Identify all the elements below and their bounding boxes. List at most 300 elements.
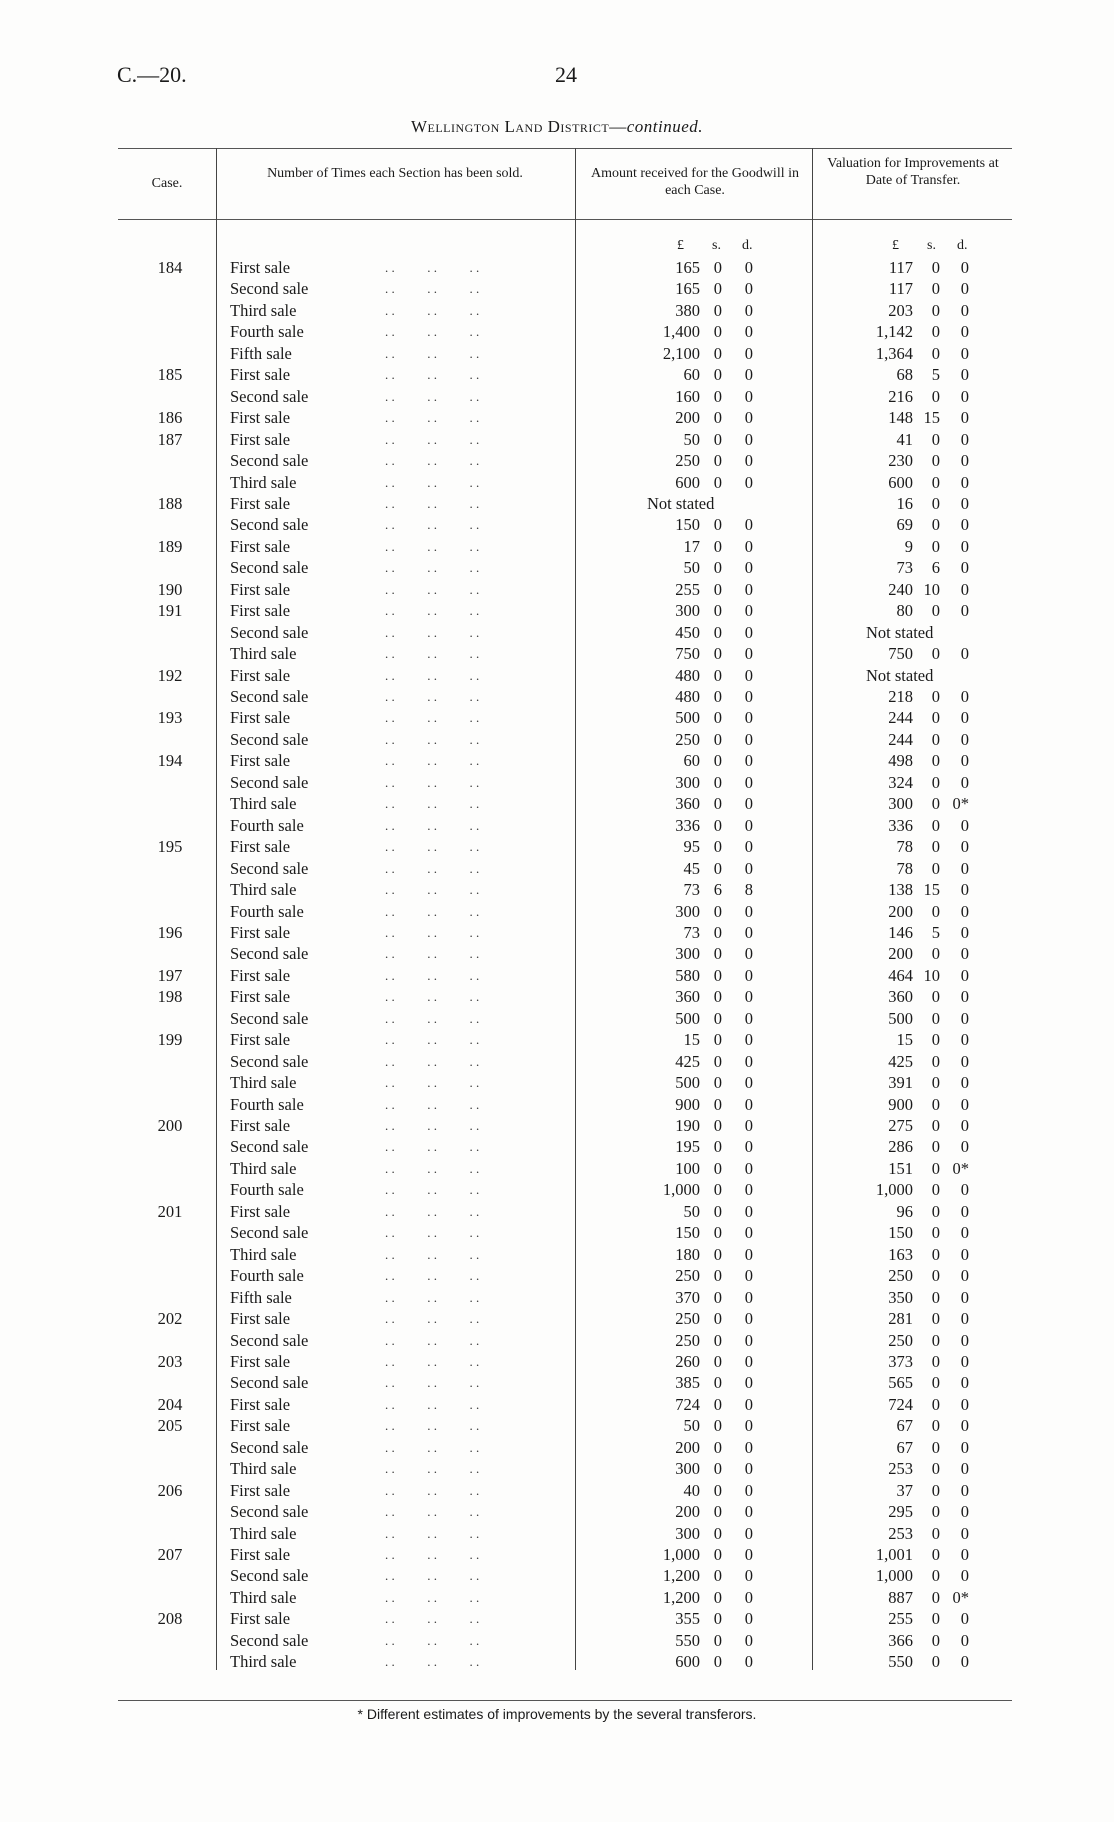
amount-pence: 0 bbox=[744, 1201, 753, 1221]
leader-dots: . . . . . . bbox=[385, 817, 480, 833]
amount-shillings: 0 bbox=[713, 858, 722, 878]
amount-shillings: 0 bbox=[713, 343, 722, 363]
valuation-pounds: 78 bbox=[896, 858, 913, 878]
valuation-shillings: 0 bbox=[931, 386, 940, 406]
table-row bbox=[0, 1308, 1114, 1329]
leader-dots: . . . . . . bbox=[385, 1160, 480, 1176]
amount-pence: 0 bbox=[744, 729, 753, 749]
valuation-pounds: 148 bbox=[888, 408, 913, 428]
leader-dots: . . . . . . bbox=[385, 538, 480, 554]
table-row bbox=[0, 643, 1114, 664]
valuation-shillings: 5 bbox=[931, 365, 940, 385]
sale-label: Third sale bbox=[230, 472, 297, 492]
amount-pounds: 2,100 bbox=[662, 343, 700, 363]
amount-pence: 0 bbox=[744, 1437, 753, 1457]
amount-pounds: 1,200 bbox=[662, 1587, 700, 1607]
table-row bbox=[0, 1351, 1114, 1372]
amount-pounds: 1,400 bbox=[662, 322, 700, 342]
amount-pounds: 250 bbox=[675, 1266, 700, 1286]
amount-pounds: 600 bbox=[675, 1652, 700, 1672]
valuation-shillings: 0 bbox=[931, 1008, 940, 1028]
amount-pence: 0 bbox=[744, 1523, 753, 1543]
valuation-pounds: 69 bbox=[896, 515, 913, 535]
table-row bbox=[0, 1136, 1114, 1157]
valuation-pounds: 391 bbox=[888, 1073, 913, 1093]
amount-pounds: 60 bbox=[683, 365, 700, 385]
valuation-shillings: 0 bbox=[931, 1587, 940, 1607]
valuation-shillings: 0 bbox=[931, 343, 940, 363]
valuation-pence: 0 bbox=[960, 1566, 969, 1586]
valuation-pounds: 1,001 bbox=[875, 1545, 913, 1564]
amount-shillings-unit: s. bbox=[712, 238, 721, 253]
sale-label: Third sale bbox=[230, 1587, 297, 1607]
amount-pounds: 360 bbox=[675, 794, 700, 814]
amount-pence: 0 bbox=[744, 1480, 753, 1500]
valuation-shillings: 0 bbox=[931, 751, 940, 771]
leader-dots: . . . . . . bbox=[385, 603, 480, 619]
amount-shillings: 0 bbox=[713, 665, 722, 685]
sale-label: Third sale bbox=[230, 644, 297, 664]
valuation-pence: 0 bbox=[960, 279, 969, 299]
sale-label: Fourth sale bbox=[230, 1266, 304, 1286]
amount-shillings: 0 bbox=[713, 1244, 722, 1264]
valuation-pounds: 500 bbox=[888, 1008, 913, 1028]
valuation-pence: 0 bbox=[960, 343, 969, 363]
amount-pounds: 1,200 bbox=[662, 1566, 700, 1586]
amount-shillings: 0 bbox=[713, 1137, 722, 1157]
valuation-pence: 0 bbox=[960, 1459, 969, 1479]
sale-label: First sale bbox=[230, 1030, 291, 1050]
valuation-shillings: 0 bbox=[931, 1309, 940, 1329]
leader-dots: . . . . . . bbox=[385, 646, 480, 662]
table-row bbox=[0, 407, 1114, 428]
amount-pence: 0 bbox=[744, 772, 753, 792]
amount-pence: 0 bbox=[744, 279, 753, 299]
valuation-shillings: 0 bbox=[931, 1073, 940, 1093]
amount-pounds: 600 bbox=[675, 472, 700, 492]
valuation-pence: 0 bbox=[960, 1545, 969, 1564]
valuation-pence: 0 bbox=[960, 1008, 969, 1028]
valuation-pence: 0 bbox=[960, 1030, 969, 1050]
amount-shillings: 0 bbox=[713, 1051, 722, 1071]
page-number: 24 bbox=[555, 62, 577, 87]
table-row bbox=[0, 943, 1114, 964]
leader-dots: . . . . . . bbox=[385, 1396, 480, 1412]
case-number: 195 bbox=[157, 837, 183, 857]
valuation-shillings: 0 bbox=[931, 1351, 940, 1371]
valuation-shillings: 0 bbox=[931, 1523, 940, 1543]
amount-pence: 0 bbox=[744, 1030, 753, 1050]
sale-label: First sale bbox=[230, 1201, 291, 1221]
table-row bbox=[0, 750, 1114, 771]
valuation-shillings: 0 bbox=[931, 1437, 940, 1457]
case-number: 207 bbox=[157, 1545, 183, 1564]
amount-shillings: 0 bbox=[713, 687, 722, 706]
sale-label: Third sale bbox=[230, 300, 297, 320]
amount-shillings: 0 bbox=[713, 279, 722, 299]
sale-label: First sale bbox=[230, 1351, 291, 1371]
valuation-pounds: 887 bbox=[888, 1587, 913, 1607]
valuation-pounds: 373 bbox=[888, 1351, 913, 1371]
valuation-pounds: 67 bbox=[896, 1437, 913, 1457]
amount-pounds: 60 bbox=[683, 751, 700, 771]
valuation-shillings: 15 bbox=[923, 880, 940, 900]
valuation-shillings: 0 bbox=[931, 258, 940, 277]
amount-pounds: 450 bbox=[675, 622, 700, 642]
amount-pence: 0 bbox=[744, 1116, 753, 1135]
amount-pounds: 900 bbox=[675, 1094, 700, 1114]
leader-dots: . . . . . . bbox=[385, 517, 480, 533]
valuation-shillings: 0 bbox=[931, 279, 940, 299]
valuation-pence: 0 bbox=[960, 429, 969, 449]
amount-pounds: 480 bbox=[675, 687, 700, 706]
table-row bbox=[0, 772, 1114, 793]
amount-shillings: 0 bbox=[713, 601, 722, 621]
sale-label: Second sale bbox=[230, 622, 309, 642]
sale-label: First sale bbox=[230, 751, 291, 771]
amount-shillings: 0 bbox=[713, 1523, 722, 1543]
leader-dots: . . . . . . bbox=[385, 1568, 480, 1584]
valuation-shillings: 15 bbox=[923, 408, 940, 428]
leader-dots: . . . . . . bbox=[385, 839, 480, 855]
valuation-pounds: 750 bbox=[888, 644, 913, 664]
valuation-pounds: 244 bbox=[888, 708, 913, 728]
valuation-pence: 0* bbox=[952, 1587, 969, 1607]
valuation-shillings: 0 bbox=[931, 837, 940, 857]
leader-dots: . . . . . . bbox=[385, 1096, 480, 1112]
table-row bbox=[0, 1222, 1114, 1243]
sale-label: First sale bbox=[230, 987, 291, 1007]
valuation-shillings: 0 bbox=[931, 1201, 940, 1221]
table-row bbox=[0, 386, 1114, 407]
amount-shillings: 0 bbox=[713, 1094, 722, 1114]
sale-label: First sale bbox=[230, 601, 291, 621]
amount-pence: 0 bbox=[744, 837, 753, 857]
sale-label: First sale bbox=[230, 1416, 291, 1436]
col-header-valuation: Valuation for Improvements at Date of Transfer. bbox=[827, 156, 999, 188]
amount-pence: 0 bbox=[744, 1587, 753, 1607]
leader-dots: . . . . . . bbox=[385, 1611, 480, 1627]
sale-label: Second sale bbox=[230, 1330, 309, 1350]
table-row bbox=[0, 472, 1114, 493]
leader-dots: . . . . . . bbox=[385, 1504, 480, 1520]
sale-label: Second sale bbox=[230, 1137, 309, 1157]
table-row bbox=[0, 1051, 1114, 1072]
table-row bbox=[0, 321, 1114, 342]
valuation-shillings: 0 bbox=[931, 729, 940, 749]
amount-pounds: 300 bbox=[675, 1459, 700, 1479]
amount-pence: 0 bbox=[744, 1223, 753, 1243]
amount-pounds: 1,000 bbox=[662, 1180, 700, 1200]
leader-dots: . . . . . . bbox=[385, 1461, 480, 1477]
leader-dots: . . . . . . bbox=[385, 1375, 480, 1391]
valuation-pence: 0 bbox=[960, 880, 969, 900]
valuation-pence: 0 bbox=[960, 258, 969, 277]
valuation-pence: 0 bbox=[960, 815, 969, 835]
table-row bbox=[0, 1330, 1114, 1351]
case-number: 197 bbox=[157, 965, 183, 985]
amount-pence: 0 bbox=[744, 751, 753, 771]
amount-shillings: 0 bbox=[713, 579, 722, 599]
table-row bbox=[0, 901, 1114, 922]
leader-dots: . . . . . . bbox=[385, 260, 480, 275]
amount-shillings: 0 bbox=[713, 1073, 722, 1093]
amount-shillings: 0 bbox=[713, 322, 722, 342]
leader-dots: . . . . . . bbox=[385, 1246, 480, 1262]
valuation-shillings: 0 bbox=[931, 322, 940, 342]
amount-pence: 0 bbox=[744, 579, 753, 599]
amount-shillings: 0 bbox=[713, 258, 722, 277]
valuation-pounds: 73 bbox=[896, 558, 913, 578]
amount-pence: 0 bbox=[744, 687, 753, 706]
valuation-pence: 0 bbox=[960, 472, 969, 492]
amount-pence: 0 bbox=[744, 258, 753, 277]
sale-label: First sale bbox=[230, 365, 291, 385]
case-number: 201 bbox=[157, 1201, 183, 1221]
valuation-pence: 0 bbox=[960, 858, 969, 878]
valuation-pence: 0 bbox=[960, 944, 969, 964]
amount-pence: 0 bbox=[744, 944, 753, 964]
valuation-shillings: 0 bbox=[931, 708, 940, 728]
sale-label: First sale bbox=[230, 429, 291, 449]
amount-pounds: 260 bbox=[675, 1351, 700, 1371]
valuation-shillings: 0 bbox=[931, 493, 940, 513]
valuation-pence: 0 bbox=[960, 365, 969, 385]
table-row bbox=[0, 450, 1114, 471]
amount-pounds: 250 bbox=[675, 1309, 700, 1329]
table-row bbox=[0, 1565, 1114, 1586]
valuation-shillings: 0 bbox=[931, 644, 940, 664]
valuation-pence: 0 bbox=[960, 729, 969, 749]
table-row bbox=[0, 1651, 1114, 1672]
leader-dots: . . . . . . bbox=[385, 860, 480, 876]
amount-pence: 0 bbox=[744, 1630, 753, 1650]
amount-pence: 0 bbox=[744, 1394, 753, 1414]
table-row bbox=[0, 300, 1114, 321]
amount-pounds: 250 bbox=[675, 729, 700, 749]
sale-label: First sale bbox=[230, 408, 291, 428]
amount-pounds: 255 bbox=[675, 579, 700, 599]
table-row bbox=[0, 1523, 1114, 1544]
sale-label: Second sale bbox=[230, 1437, 309, 1457]
amount-pounds: 165 bbox=[675, 279, 700, 299]
footnote: * Different estimates of improvements by the several transferors. bbox=[357, 1706, 757, 1722]
case-number: 192 bbox=[157, 665, 183, 685]
amount-shillings: 0 bbox=[713, 901, 722, 921]
valuation-pounds: 565 bbox=[888, 1373, 913, 1393]
leader-dots: . . . . . . bbox=[385, 388, 480, 404]
title-main: Wellington Land District bbox=[410, 117, 610, 136]
amount-pounds: 15 bbox=[683, 1030, 700, 1050]
sale-label: Second sale bbox=[230, 772, 309, 792]
amount-pounds: 480 bbox=[675, 665, 700, 685]
amount-shillings: 0 bbox=[713, 1158, 722, 1178]
valuation-pence: 0 bbox=[960, 1244, 969, 1264]
amount-pence: 0 bbox=[744, 644, 753, 664]
valuation-shillings: 0 bbox=[931, 687, 940, 706]
sale-label: First sale bbox=[230, 665, 291, 685]
amount-shillings: 0 bbox=[713, 837, 722, 857]
sale-label: First sale bbox=[230, 837, 291, 857]
amount-pounds: 750 bbox=[675, 644, 700, 664]
leader-dots: . . . . . . bbox=[385, 1118, 480, 1133]
sale-label: Second sale bbox=[230, 558, 309, 578]
sale-label: Fourth sale bbox=[230, 815, 304, 835]
table-row bbox=[0, 1094, 1114, 1115]
valuation-pounds: 281 bbox=[888, 1309, 913, 1329]
amount-shillings: 0 bbox=[713, 408, 722, 428]
amount-pence: 0 bbox=[744, 622, 753, 642]
valuation-shillings: 0 bbox=[931, 1051, 940, 1071]
valuation-pence: 0 bbox=[960, 579, 969, 599]
case-number: 204 bbox=[157, 1394, 183, 1414]
valuation-pence: 0 bbox=[960, 1394, 969, 1414]
leader-dots: . . . . . . bbox=[385, 324, 480, 340]
sale-label: First sale bbox=[230, 258, 291, 277]
valuation-shillings: 0 bbox=[931, 1459, 940, 1479]
leader-dots: . . . . . . bbox=[385, 796, 480, 812]
valuation-shillings: 0 bbox=[931, 1158, 940, 1178]
valuation-shillings: 0 bbox=[931, 536, 940, 556]
valuation-shillings: 0 bbox=[931, 1244, 940, 1264]
amount-pence: 0 bbox=[744, 987, 753, 1007]
amount-pence: 0 bbox=[744, 901, 753, 921]
valuation-pounds: 218 bbox=[888, 687, 913, 706]
valuation-pounds: 37 bbox=[896, 1480, 913, 1500]
sale-label: Second sale bbox=[230, 729, 309, 749]
amount-shillings: 0 bbox=[713, 558, 722, 578]
amount-pence: 0 bbox=[744, 1051, 753, 1071]
table-row bbox=[0, 858, 1114, 879]
valuation-pounds: 68 bbox=[896, 365, 913, 385]
valuation-pounds: 117 bbox=[888, 258, 913, 277]
amount-pounds: 724 bbox=[675, 1394, 700, 1414]
amount-shillings: 0 bbox=[713, 1459, 722, 1479]
amount-pence: 0 bbox=[744, 1416, 753, 1436]
valuation-pounds: 425 bbox=[888, 1051, 913, 1071]
case-number: 191 bbox=[157, 601, 183, 621]
table-row bbox=[0, 1287, 1114, 1308]
leader-dots: . . . . . . bbox=[385, 474, 480, 490]
leader-dots: . . . . . . bbox=[385, 1225, 480, 1241]
table-row bbox=[0, 1244, 1114, 1265]
leader-dots: . . . . . . bbox=[385, 431, 480, 447]
amount-pounds: 95 bbox=[683, 837, 700, 857]
valuation-shillings: 0 bbox=[931, 858, 940, 878]
amount-pence: 0 bbox=[744, 1244, 753, 1264]
sale-label: Fourth sale bbox=[230, 1180, 304, 1200]
leader-dots: . . . . . . bbox=[385, 560, 480, 576]
case-number: 187 bbox=[157, 429, 183, 449]
amount-shillings: 0 bbox=[713, 1223, 722, 1243]
table-row bbox=[0, 707, 1114, 728]
valuation-pence: 0 bbox=[960, 1437, 969, 1457]
sale-label: First sale bbox=[230, 579, 291, 599]
amount-shillings: 0 bbox=[713, 965, 722, 985]
amount-pence: 0 bbox=[744, 1287, 753, 1307]
amount-pence: 0 bbox=[744, 365, 753, 385]
valuation-shillings: 0 bbox=[931, 1480, 940, 1500]
leader-dots: . . . . . . bbox=[385, 1632, 480, 1648]
valuation-pounds: 336 bbox=[888, 815, 913, 835]
amount-shillings: 0 bbox=[713, 644, 722, 664]
valuation-shillings: 10 bbox=[923, 579, 940, 599]
valuation-pounds: 203 bbox=[888, 300, 913, 320]
amount-pounds: 50 bbox=[683, 429, 700, 449]
bottom-rule bbox=[118, 1700, 1012, 1701]
amount-shillings: 0 bbox=[713, 987, 722, 1007]
valuation-pence: 0 bbox=[960, 901, 969, 921]
table-row bbox=[0, 815, 1114, 836]
valuation-pounds: 117 bbox=[888, 279, 913, 299]
title-continued: continued. bbox=[626, 117, 704, 136]
top-rule bbox=[118, 148, 1012, 149]
leader-dots: . . . . . . bbox=[385, 1268, 480, 1284]
sale-label: Second sale bbox=[230, 1008, 309, 1028]
title-sep: — bbox=[609, 117, 627, 136]
sale-label: Second sale bbox=[230, 1566, 309, 1586]
amount-pounds: 300 bbox=[675, 901, 700, 921]
amount-shillings: 0 bbox=[713, 815, 722, 835]
valuation-pence: 0* bbox=[952, 794, 969, 814]
sale-label: Third sale bbox=[230, 880, 297, 900]
page-ref: C.—20. bbox=[117, 62, 187, 87]
valuation-pounds: 1,000 bbox=[875, 1566, 913, 1586]
amount-pence: 0 bbox=[744, 322, 753, 342]
case-number: 184 bbox=[157, 258, 183, 277]
amount-shillings: 0 bbox=[713, 386, 722, 406]
leader-dots: . . . . . . bbox=[385, 1547, 480, 1562]
valuation-text: Not stated bbox=[866, 622, 934, 642]
table-row bbox=[0, 1544, 1114, 1565]
sale-label: Third sale bbox=[230, 1158, 297, 1178]
case-number: 186 bbox=[157, 408, 183, 428]
valuation-shillings: 0 bbox=[931, 1030, 940, 1050]
sale-label: First sale bbox=[230, 1309, 291, 1329]
table-row bbox=[0, 1115, 1114, 1136]
valuation-pounds: 78 bbox=[896, 837, 913, 857]
amount-pence: 0 bbox=[744, 1137, 753, 1157]
amount-pounds: 385 bbox=[675, 1373, 700, 1393]
amount-pounds: 425 bbox=[675, 1051, 700, 1071]
amount-pounds: 200 bbox=[675, 1437, 700, 1457]
table-row bbox=[0, 965, 1114, 986]
amount-shillings: 0 bbox=[713, 472, 722, 492]
amount-pence: 0 bbox=[744, 558, 753, 578]
case-number: 196 bbox=[157, 922, 183, 942]
sale-label: Third sale bbox=[230, 794, 297, 814]
valuation-pounds: 464 bbox=[888, 965, 913, 985]
amount-pence: 0 bbox=[744, 1545, 753, 1564]
amount-pounds: 73 bbox=[683, 880, 700, 900]
valuation-shillings-unit: s. bbox=[927, 238, 936, 253]
table-row bbox=[0, 1415, 1114, 1436]
amount-pounds: 150 bbox=[675, 515, 700, 535]
amount-shillings: 6 bbox=[713, 880, 722, 900]
valuation-pence: 0 bbox=[960, 922, 969, 942]
amount-pence: 0 bbox=[744, 1459, 753, 1479]
table-row bbox=[0, 1608, 1114, 1629]
valuation-pounds: 366 bbox=[888, 1630, 913, 1650]
valuation-pounds: 295 bbox=[888, 1502, 913, 1522]
sale-label: Second sale bbox=[230, 1373, 309, 1393]
amount-pounds: 250 bbox=[675, 451, 700, 471]
table-row bbox=[0, 536, 1114, 557]
table-row bbox=[0, 1501, 1114, 1522]
amount-pence: 0 bbox=[744, 343, 753, 363]
amount-pounds: 380 bbox=[675, 300, 700, 320]
leader-dots: . . . . . . bbox=[385, 1053, 480, 1069]
